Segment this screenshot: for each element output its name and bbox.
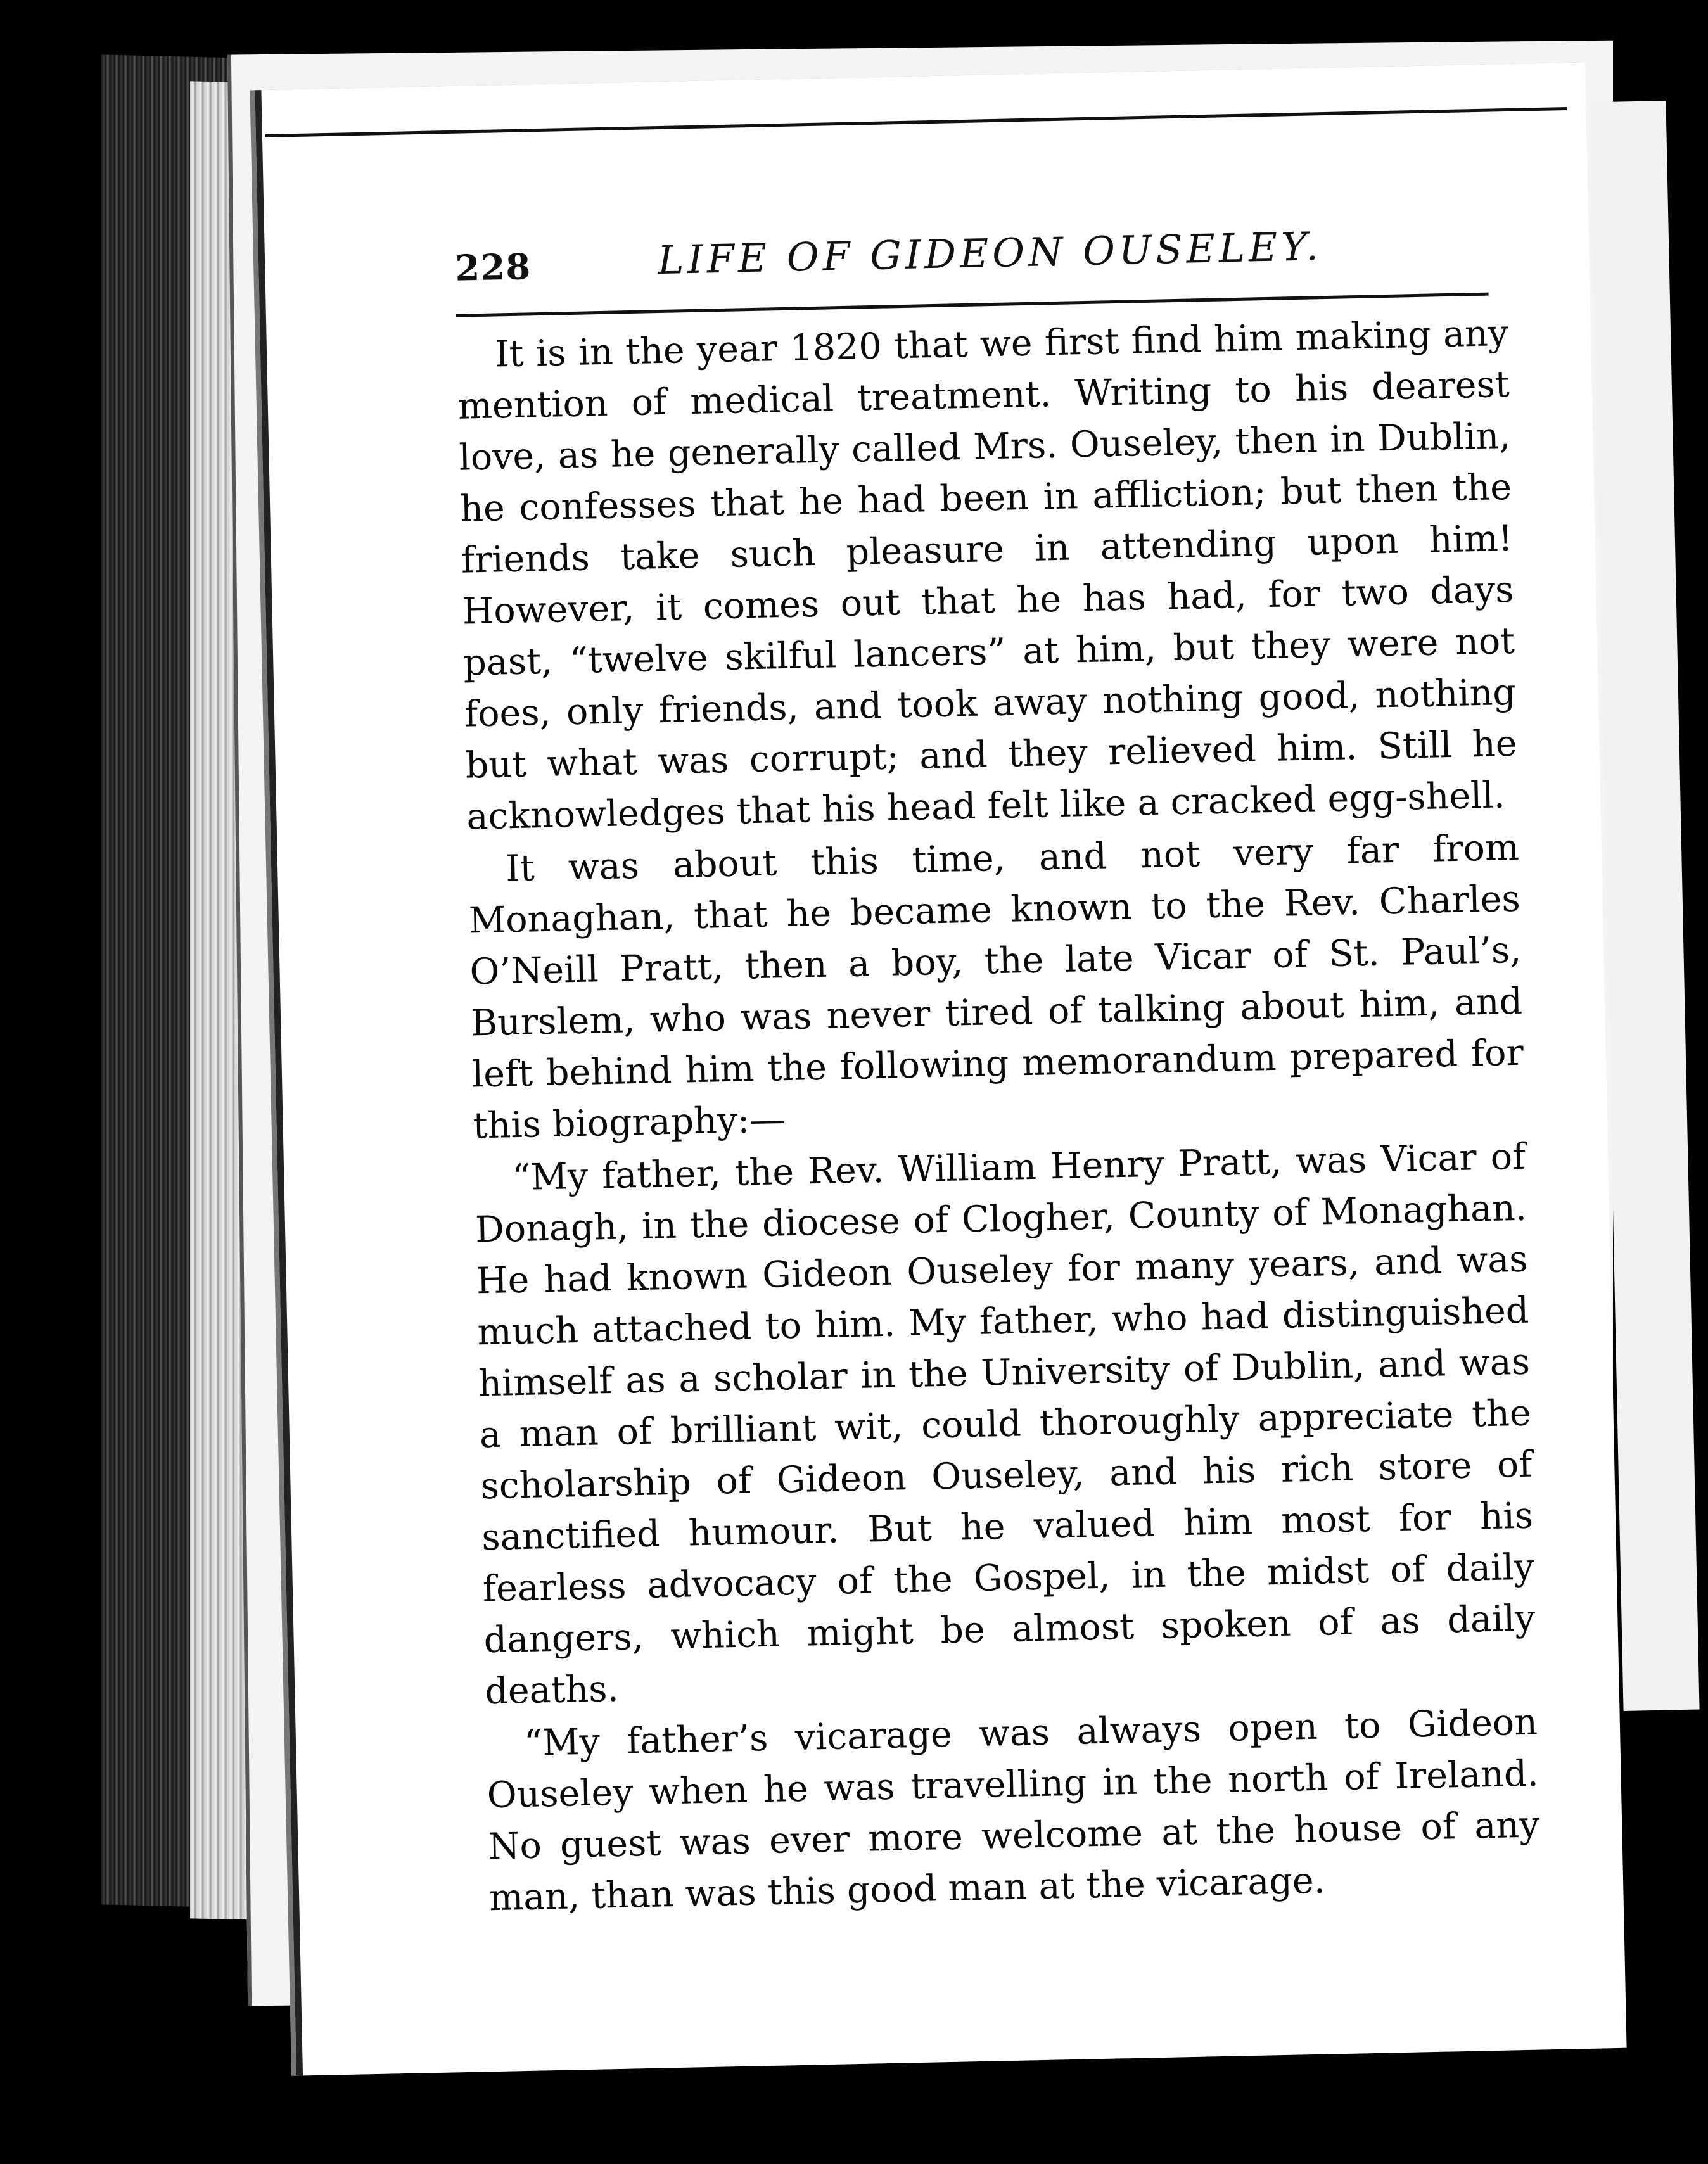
- paragraph-rev-pratt: It was about this time, and not very far from Monaghan, that he became known to the Rev. Charles O’Neill Pratt, then a boy, the late Vicar of St. Paul’s, Burslem, who was never tired of talking about him, and left behind him the following memorandum prepared for this biography:—: [468, 826, 1524, 1147]
- body-text: [456, 308, 1541, 1925]
- paragraph-memorandum-father: “My father, the Rev. William Henry Pratt, was Vicar of Donagh, in the diocese of Clogher, County of Monaghan. He had known Gideon Ouseley for many years, and was much attached to him. My father, who had distinguished himself as a scholar in the University of Dublin, and was a man of brilliant wit, could thoroughly appreciate the scholarship of Gideon Ouseley, and his rich store of sanctified humour. But he valued him most for his fearless advocacy of the Gospel, in the midst of daily dangers, which might be almost spoken of as daily deaths.: [475, 1135, 1536, 1713]
- running-title: LIFE OF GIDEON OUSELEY.: [657, 223, 1323, 284]
- page-number: 228: [454, 246, 532, 290]
- page-header: [454, 220, 1488, 305]
- paragraph-memorandum-vicarage: “My father’s vicarage was always open to Gideon Ouseley when he was travelling in the north of Ireland. No guest was ever more welcome at the house of any man, than was this good man at the vicarage.: [487, 1701, 1540, 1919]
- page-top-rule: [265, 107, 1567, 137]
- book-page: [255, 62, 1626, 2075]
- paragraph-medical-treatment: It is in the year 1820 that we first find him making any mention of medical treatment. Writing to his dearest love, as he generally called Mrs. Ouseley, then in Dublin, he confesses that he had been in affliction; but then the friends take such pleasure in attending upon him! However, it comes out that he has had, for two days past, “twelve skilful lancers” at him, but they were not foes, only friends, and took away nothing good, nothing but what was corrupt; and they relieved him. Still he acknowledges that his head felt like a cracked egg-shell.: [457, 312, 1518, 838]
